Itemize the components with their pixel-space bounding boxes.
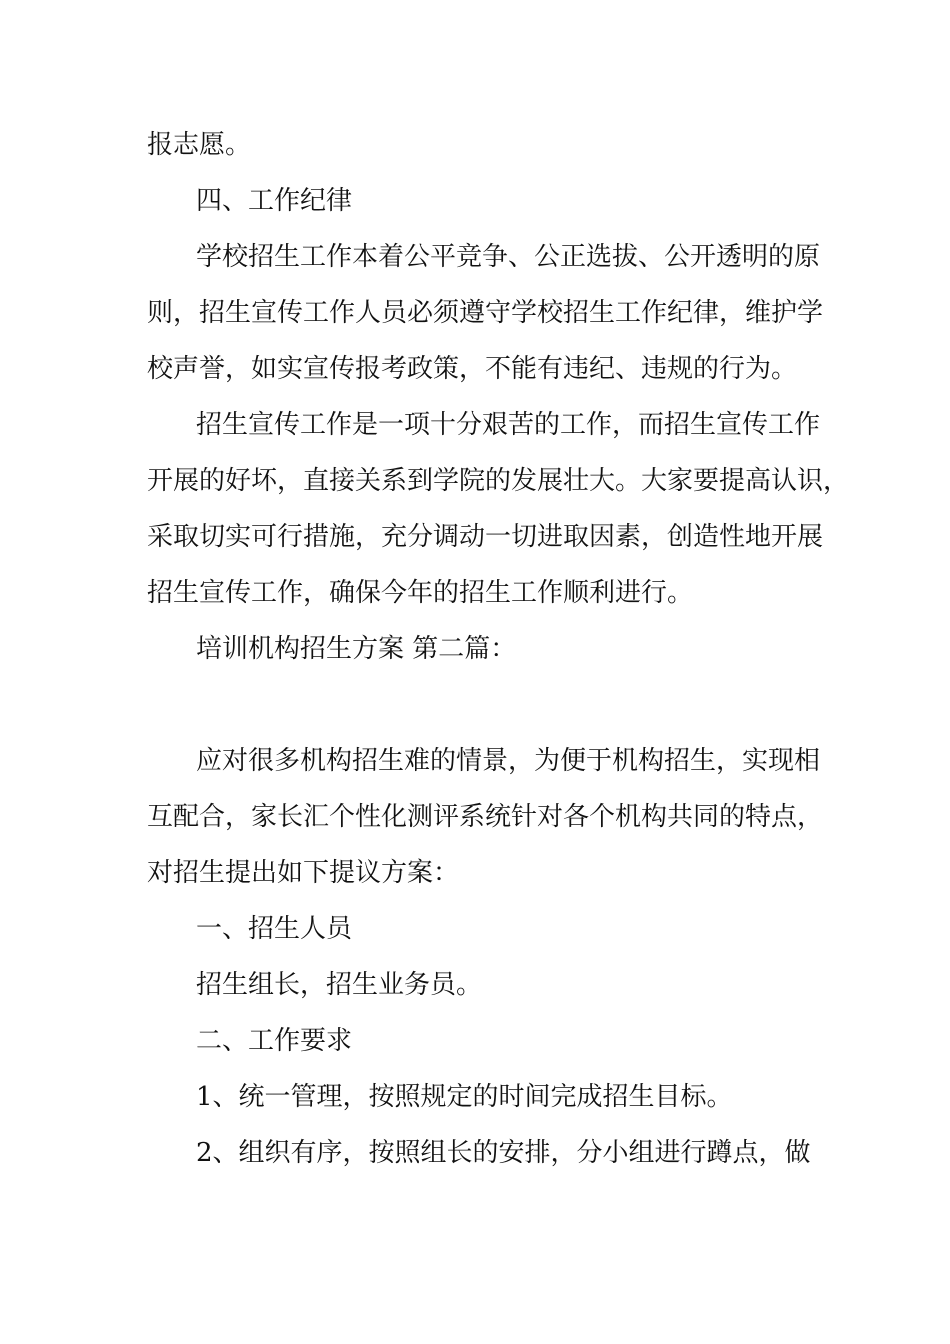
paragraph-line: 开展的好坏，直接关系到学院的发展壮大。大家要提高认识， <box>147 466 850 496</box>
paragraph-line: 对招生提出如下提议方案： <box>147 858 460 888</box>
section-heading: 二、工作要求 <box>196 1026 353 1056</box>
paragraph-line: 学校招生工作本着公平竞争、公正选拔、公开透明的原 <box>196 242 821 272</box>
paragraph-line: 招生组长，招生业务员。 <box>196 970 483 1000</box>
list-item: 2、组织有序，按照组长的安排，分小组进行蹲点，做 <box>196 1138 811 1168</box>
section-heading: 四、工作纪律 <box>196 186 353 216</box>
paragraph-line: 应对很多机构招生难的情景，为便于机构招生，实现相 <box>196 746 821 776</box>
paragraph-line: 报志愿。 <box>147 130 252 160</box>
paragraph-line: 招生宣传工作是一项十分艰苦的工作，而招生宣传工作 <box>196 410 821 440</box>
section-heading: 一、招生人员 <box>196 914 353 944</box>
paragraph-line: 招生宣传工作，确保今年的招生工作顺利进行。 <box>147 578 694 608</box>
paragraph-line: 采取切实可行措施，充分调动一切进取因素，创造性地开展 <box>147 522 824 552</box>
list-item: 1、统一管理，按照规定的时间完成招生目标。 <box>196 1082 733 1112</box>
paragraph-line: 校声誉，如实宣传报考政策，不能有违纪、违规的行为。 <box>147 354 798 384</box>
chapter-heading: 培训机构招生方案 第二篇： <box>196 634 517 664</box>
paragraph-line: 互配合，家长汇个性化测评系统针对各个机构共同的特点， <box>147 802 824 832</box>
paragraph-line: 则，招生宣传工作人员必须遵守学校招生工作纪律，维护学 <box>147 298 824 328</box>
